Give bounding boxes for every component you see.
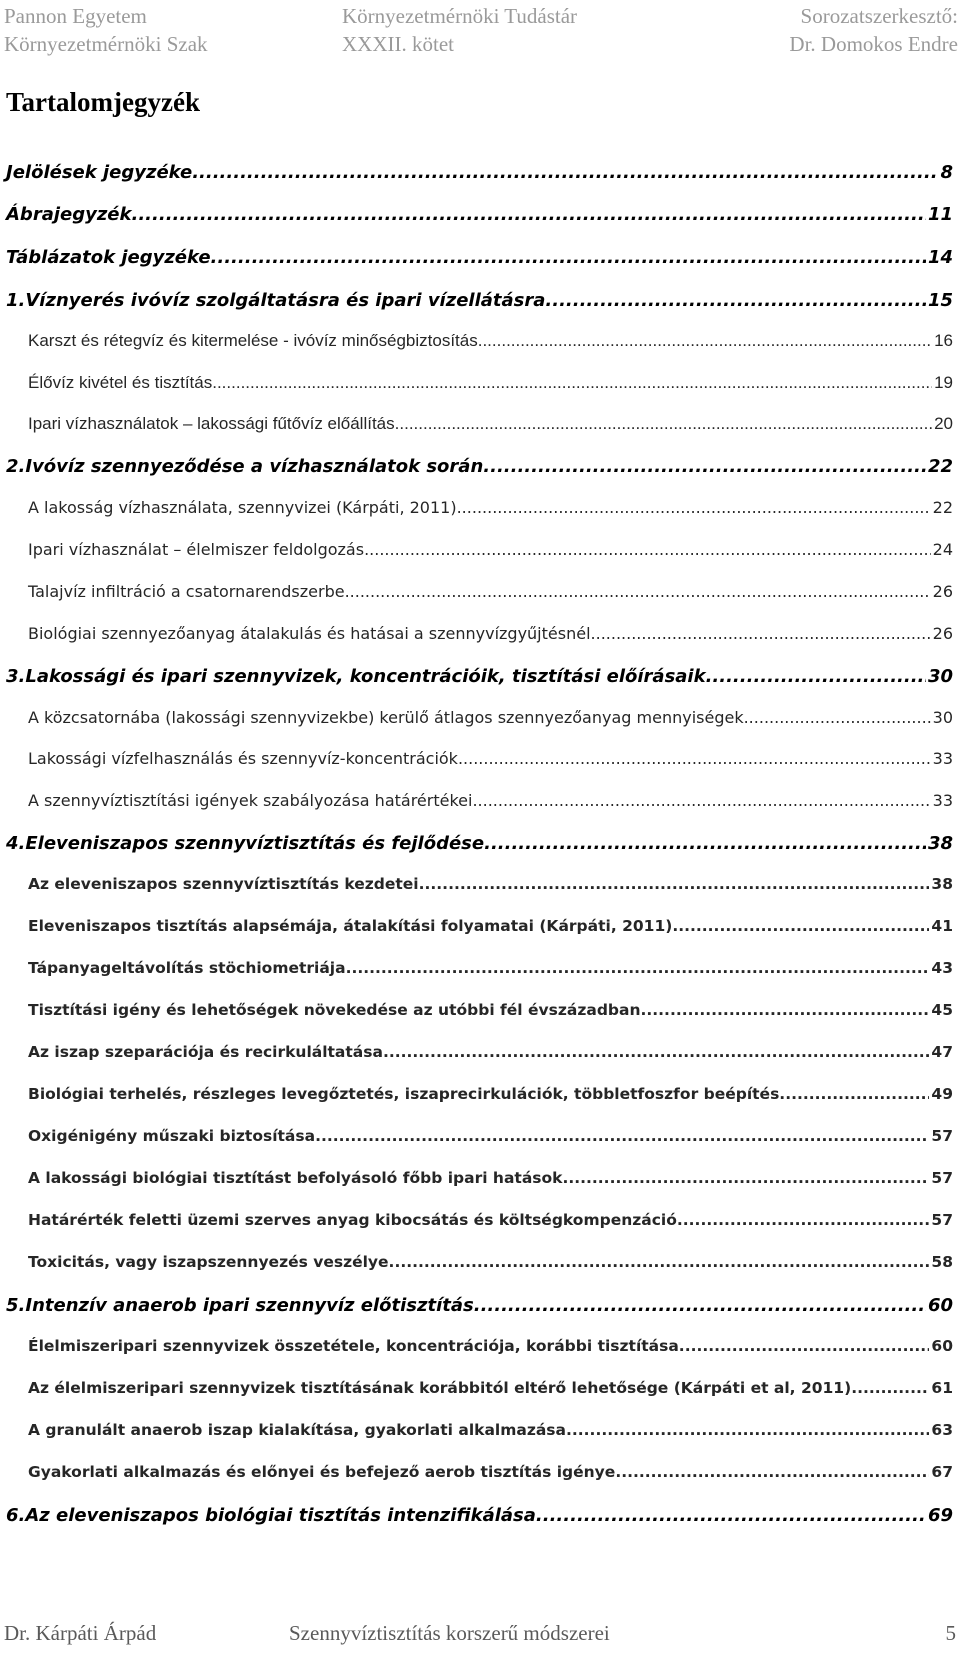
toc-chapter-entry[interactable] [0, 833, 960, 863]
toc-dot-leader [785, 1085, 929, 1103]
toc-chapter-number: 2. [6, 456, 26, 477]
toc-entry-title: Élővíz kivétel és tisztítás. [28, 373, 217, 392]
toc-dot-leader [458, 749, 931, 768]
toc-section-entry[interactable] [0, 1421, 960, 1451]
toc-section-entry[interactable] [0, 624, 960, 654]
toc-entry-title: Biológiai szennyezőanyag átalakulás és hatásai a szennyvízgyűjtésnél [28, 624, 591, 643]
header-right [789, 2, 958, 58]
toc-chapter-number: 6. [6, 1505, 26, 1526]
toc-dot-leader [552, 290, 926, 311]
toc-dot-leader [490, 456, 926, 477]
toc-page-number: 22 [932, 498, 953, 517]
toc-chapter-entry[interactable] [0, 204, 960, 234]
page-header [0, 0, 960, 60]
toc-page-number: 14 [927, 247, 953, 268]
toc-entry-title: Oxigénigény műszaki biztosítása [28, 1127, 316, 1145]
toc-entry-title: Intenzív anaerob ipari szennyvíz előtisztítás. [25, 1295, 481, 1316]
toc-dot-leader [211, 247, 926, 268]
toc-entry-title: Az eleveniszapos szennyvíztisztítás kezdetei [28, 875, 419, 893]
header-left [4, 2, 208, 58]
toc-dot-leader [472, 791, 930, 810]
toc-entry-title: A szennyvíztisztítási igények szabályozása határértékei [28, 791, 473, 810]
toc-dot-leader [615, 1463, 929, 1481]
header-editor-label: Sorozatszerkesztő: [800, 4, 958, 28]
header-series: Környezetmérnöki Tudástár [342, 4, 578, 28]
toc-dot-leader [685, 1337, 930, 1355]
toc-page-number: 22 [927, 456, 953, 477]
toc-section-entry[interactable] [0, 1127, 960, 1157]
toc-dot-leader [851, 1379, 929, 1397]
toc-entry-title: Talajvíz infiltráció a csatornarendszerbe [28, 582, 345, 601]
toc-section-entry[interactable] [0, 1001, 960, 1031]
toc-page-number: 8 [940, 162, 953, 183]
toc-dot-leader [484, 833, 926, 854]
footer-book-title: Szennyvíztisztítás korszerű módszerei [289, 1621, 610, 1645]
toc-dot-leader [315, 1127, 929, 1145]
toc-page-number: 49 [931, 1085, 953, 1103]
toc-chapter-number: 1. [6, 290, 26, 311]
toc-page-number: 57 [931, 1211, 953, 1229]
toc-page-number: 30 [932, 708, 953, 727]
toc-page-number: 11 [927, 204, 953, 225]
toc-page-number: 60 [927, 1295, 953, 1316]
toc-entry-title: Ábrajegyzék [6, 204, 132, 225]
toc-section-entry[interactable] [0, 582, 960, 612]
toc-section-entry[interactable] [0, 1253, 960, 1283]
toc-dot-leader [562, 1169, 929, 1187]
toc-dot-leader [132, 204, 926, 225]
toc-page-number: 26 [932, 624, 953, 643]
toc-chapter-entry[interactable] [0, 666, 960, 696]
toc-entry-title: Ipari vízhasználat – élelmiszer feldolgozás. [28, 540, 370, 559]
toc-dot-leader [399, 414, 932, 434]
toc-entry-title: Víznyerés ivóvíz szolgáltatásra és ipari vízellátásra. [25, 290, 553, 311]
toc-dot-leader [419, 875, 930, 893]
toc-entry-title: Karszt és rétegvíz és kitermelése - ivóvíz minőségbiztosítás. [28, 331, 483, 350]
toc-page-number: 38 [931, 875, 953, 893]
toc-page-number: 57 [931, 1169, 953, 1187]
toc-entry-title: A lakosság vízhasználata, szennyvizei (Kárpáti, 2011) [28, 498, 457, 517]
toc-chapter-number: 5. [6, 1295, 26, 1316]
toc-section-entry[interactable] [0, 749, 960, 779]
toc-entry-title: A közcsatornába (lakossági szennyvizekbe) kerülő átlagos szennyezőanyag mennyiségek [28, 708, 744, 727]
toc-entry-title: Az iszap szeparációja és recirkuláltatása. [28, 1043, 389, 1061]
toc-entry-title: A lakossági biológiai tisztítást befolyásoló főbb ipari hatások [28, 1169, 563, 1187]
toc-entry-title: Eleveniszapos szennyvíztisztítás és fejlődése [25, 833, 485, 854]
toc-dot-leader [369, 540, 930, 559]
toc-dot-leader [683, 1211, 930, 1229]
toc-page-number: 57 [931, 1127, 953, 1145]
toc-section-entry[interactable] [0, 791, 960, 821]
toc-entry-title: Eleveniszapos tisztítás alapsémája, átalakítási folyamatai (Kárpáti, 2011) [28, 917, 673, 935]
toc-entry-title: Lakossági és ipari szennyvizek, koncentrációik, tisztítási előírásaik [25, 666, 706, 687]
toc-dot-leader [192, 162, 938, 183]
toc-chapter-entry[interactable] [0, 1295, 960, 1325]
footer-author: Dr. Kárpáti Árpád [4, 1621, 157, 1645]
toc-dot-leader [351, 959, 929, 977]
toc-dot-leader [572, 1421, 930, 1439]
toc-entry-title: Lakossági vízfelhasználás és szennyvíz-koncentrációk [28, 749, 458, 768]
toc-dot-leader [706, 666, 926, 687]
toc-section-entry[interactable] [0, 1211, 960, 1241]
toc-entry-title: Tápanyageltávolítás stöchiometriája. [28, 959, 352, 977]
toc-entry-title: A granulált anaerob iszap kialakítása, gyakorlati alkalmazása. [28, 1421, 572, 1439]
toc-chapter-number: 3. [6, 666, 26, 687]
toc-section-entry[interactable] [0, 1043, 960, 1073]
toc-page-number: 60 [931, 1337, 953, 1355]
toc-entry-title: Élelmiszeripari szennyvizek összetétele, koncentrációja, korábbi tisztítása. [28, 1337, 685, 1355]
toc-page-number: 24 [932, 540, 953, 559]
toc-section-entry[interactable] [0, 373, 960, 403]
toc-dot-leader [744, 708, 931, 727]
header-volume: XXXII. kötet [342, 32, 454, 56]
toc-page-number: 30 [927, 666, 953, 687]
toc-dot-leader [345, 582, 931, 601]
footer-page-number: 5 [945, 1621, 956, 1645]
toc-chapter-number: 4. [6, 833, 26, 854]
header-university: Pannon Egyetem [4, 4, 147, 28]
toc-section-entry[interactable] [0, 708, 960, 738]
toc-chapter-entry[interactable] [0, 290, 960, 320]
header-center [342, 2, 577, 58]
toc-page-number: 61 [931, 1379, 953, 1397]
toc-entry-title: Határérték feletti üzemi szerves anyag kibocsátás és költségkompenzáció. [28, 1211, 683, 1229]
toc-section-entry[interactable] [0, 540, 960, 570]
toc-section-entry[interactable] [0, 1169, 960, 1199]
toc-section-entry[interactable] [0, 917, 960, 947]
toc-section-entry[interactable] [0, 959, 960, 989]
toc-title: Tartalomjegyzék [6, 87, 200, 117]
toc-page-number: 16 [934, 331, 953, 350]
header-editor-name: Dr. Domokos Endre [789, 32, 958, 56]
toc-page-number: 43 [931, 959, 953, 977]
toc-page-number: 58 [931, 1253, 953, 1271]
toc-section-entry[interactable] [0, 1463, 960, 1493]
toc-entry-title: Ivóvíz szennyeződése a vízhasználatok során. [25, 456, 491, 477]
toc-entry-title: Biológiai terhelés, részleges levegőztetés, iszaprecirkulációk, többletfoszfor beépítés. [28, 1085, 786, 1103]
header-program: Környezetmérnöki Szak [4, 32, 208, 56]
toc-page-number: 33 [932, 791, 953, 810]
toc-page-number: 41 [931, 917, 953, 935]
toc-dot-leader [457, 498, 931, 517]
toc-chapter-entry[interactable] [0, 247, 960, 277]
toc-page-number: 15 [927, 290, 953, 311]
toc-page-number: 67 [931, 1463, 953, 1481]
toc-section-entry[interactable] [0, 1337, 960, 1367]
toc-section-entry[interactable] [0, 875, 960, 905]
toc-page-number: 47 [931, 1043, 953, 1061]
toc-dot-leader [672, 917, 929, 935]
toc-section-entry[interactable] [0, 1085, 960, 1115]
toc-section-entry[interactable] [0, 331, 960, 361]
toc-entry-title: Táblázatok jegyzéke [6, 247, 211, 268]
toc-dot-leader [536, 1505, 926, 1526]
toc-entry-title: Tisztítási igény és lehetőségek növekedése az utóbbi fél évszázadban [28, 1001, 641, 1019]
toc-chapter-entry[interactable] [0, 456, 960, 486]
toc-entry-title: Jelölések jegyzéke [6, 162, 193, 183]
toc-chapter-entry[interactable] [0, 1505, 960, 1535]
toc-page-number: 19 [934, 373, 953, 392]
toc-entry-title: Toxicitás, vagy iszapszennyezés veszélye. [28, 1253, 395, 1271]
toc-section-entry[interactable] [0, 1379, 960, 1409]
toc-dot-leader [394, 1253, 929, 1271]
toc-entry-title: Az élelmiszeripari szennyvizek tisztításának korábbitól eltérő lehetősége (Kárpáti et al, 2011) [28, 1379, 852, 1397]
toc-dot-leader [217, 373, 932, 393]
toc-entry-title: Az eleveniszapos biológiai tisztítás intenzifikálása [25, 1505, 536, 1526]
toc-page-number: 38 [927, 833, 953, 854]
toc-chapter-entry[interactable] [0, 162, 960, 192]
page-footer [0, 1618, 960, 1648]
toc-dot-leader [389, 1043, 930, 1061]
toc-page-number: 45 [931, 1001, 953, 1019]
toc-page-number: 69 [927, 1505, 953, 1526]
toc-page-number: 26 [932, 582, 953, 601]
toc-entry-title: Ipari vízhasználatok – lakossági fűtővíz előállítás. [28, 414, 400, 433]
toc-section-entry[interactable] [0, 414, 960, 444]
toc-dot-leader [482, 331, 932, 351]
toc-dot-leader [481, 1295, 926, 1316]
toc-page-number: 63 [931, 1421, 953, 1439]
toc-page-number: 33 [932, 749, 953, 768]
toc-page-number: 20 [934, 414, 953, 433]
toc-entry-title: Gyakorlati alkalmazás és előnyei és befejező aerob tisztítás igénye [28, 1463, 616, 1481]
toc-section-entry[interactable] [0, 498, 960, 528]
toc-dot-leader [641, 1001, 930, 1019]
toc-dot-leader [591, 624, 931, 643]
